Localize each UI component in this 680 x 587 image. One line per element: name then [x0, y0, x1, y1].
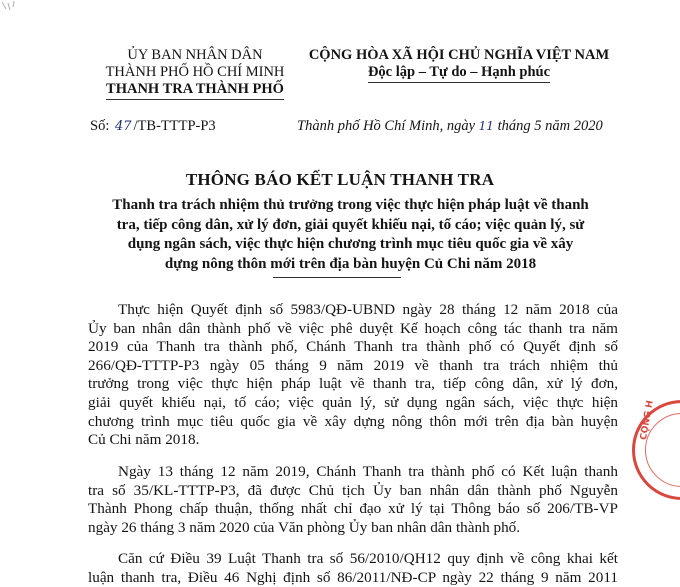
paragraph-line: ngày 26 tháng 3 năm 2020 của Văn phòng Ủy ban nhân dân thành phố. [88, 518, 521, 536]
place-date-suffix: tháng 5 năm 2020 [497, 118, 603, 134]
subtitle-line: dụng ngân sách, việc thực hiện chương trình mục tiêu quốc gia về xây [127, 236, 574, 253]
paragraph-line: Củ Chi năm 2018. [88, 431, 200, 449]
subtitle-line: dựng nông thôn mới trên địa bàn huyện Củ Chi năm 2018 [164, 255, 537, 272]
place-date-day: 11 [478, 119, 494, 133]
paragraph-line: trưởng trong việc thực hiện pháp luật về thanh tra, tiếp công dân, xử lý đơn, [88, 375, 618, 393]
national-motto-block [300, 47, 618, 83]
paragraph-line: Thành Phong chấp thuận, thống nhất chỉ đạo xử lý tại Thông báo số 206/TB-VP [88, 500, 618, 518]
paragraph-line: Ủy ban nhân dân thành phố về việc phê duyệt Kế hoạch công tác thanh tra năm [88, 319, 618, 337]
agency-line-1: ỦY BAN NHÂN DÂN [127, 47, 263, 63]
paragraph-1 [88, 301, 618, 450]
scan-corner-mark [0, 0, 36, 30]
paragraph-line: tra số 35/KL-TTTP-P3, đã được Chủ tịch Ủy ban nhân dân thành phố Nguyễn [88, 481, 618, 499]
place-date [297, 118, 603, 135]
paragraph-line: Căn cứ Điều 39 Luật Thanh tra số 56/2010/QH12 quy định về công khai kết [118, 550, 618, 567]
doc-number-handwritten: 47 [114, 119, 132, 134]
national-motto: Độc lập – Tự do – Hạnh phúc [368, 64, 550, 83]
document-subtitle [78, 196, 623, 274]
subtitle-line: tra, tiếp công dân, xử lý đơn, giải quyết khiếu nại, tố cáo; việc quản lý, sử [116, 216, 585, 233]
title-divider [273, 277, 401, 278]
paragraph-line: luận thanh tra, Điều 46 Nghị định số 86/2011/NĐ-CP ngày 22 tháng 9 năm 2011 [88, 568, 618, 586]
paragraph-line: 266/QĐ-TTTP-P3 ngày 05 tháng 9 năm 2019 về thanh tra trách nhiệm thủ [88, 356, 618, 374]
issuing-agency-block [70, 47, 320, 100]
national-name: CỘNG HÒA XÃ HỘI CHỦ NGHĨA VIỆT NAM [308, 47, 610, 63]
paragraph-2 [88, 463, 618, 537]
red-seal-stamp [632, 400, 680, 500]
document-number [90, 118, 216, 135]
doc-number-suffix: /TB-TTTP-P3 [133, 118, 216, 134]
paragraph-3 [88, 550, 618, 587]
document-title: THÔNG BÁO KẾT LUẬN THANH TRA [185, 170, 495, 189]
paragraph-line: chương trình mục tiêu quốc gia về xây dựng nông thôn mới trên địa bàn huyện [88, 412, 618, 430]
paragraph-line: Ngày 13 tháng 12 năm 2019, Chánh Thanh tra thành phố có Kết luận thanh [118, 463, 618, 480]
paragraph-line: 2019 của Thanh tra thành phố, Chánh Thanh tra thành phố có Quyết định số [88, 338, 618, 356]
paragraph-line: giải quyết khiếu nại, tố cáo; việc quản lý, sử dụng ngân sách, việc thực hiện [88, 393, 618, 411]
paragraph-line: Thực hiện Quyết định số 5983/QĐ-UBND ngày 28 tháng 12 năm 2018 của [118, 301, 618, 318]
place-date-prefix: Thành phố Hồ Chí Minh, ngày [297, 118, 476, 134]
seal-text: CỘNG H [639, 399, 656, 441]
agency-line-3: THANH TRA THÀNH PHỐ [106, 81, 284, 100]
doc-number-prefix: Số: [90, 118, 110, 134]
subtitle-line: Thanh tra trách nhiệm thủ trưởng trong việc thực hiện pháp luật về thanh [112, 197, 589, 213]
agency-line-2: THÀNH PHỐ HỒ CHÍ MINH [105, 64, 285, 80]
